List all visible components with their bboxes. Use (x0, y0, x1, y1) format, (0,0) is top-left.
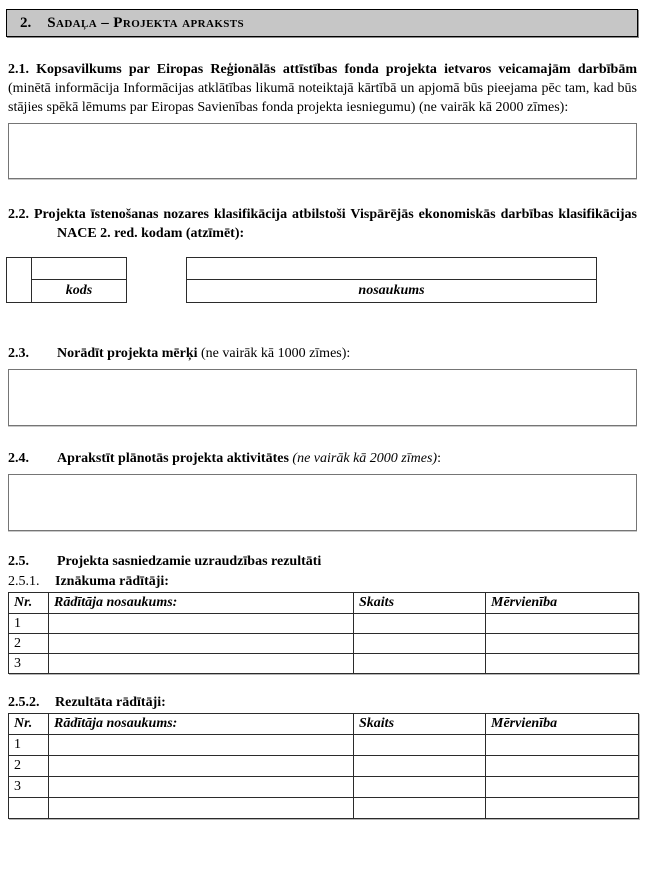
section-2-4-input[interactable] (8, 474, 637, 531)
section-2-2-number: 2.2. (8, 207, 29, 222)
header-skaits: Skaits (354, 714, 486, 735)
table-row (9, 735, 639, 756)
cell-mervieniba[interactable] (486, 756, 639, 777)
cell-mervieniba[interactable] (486, 735, 639, 756)
section-2-1-input[interactable] (8, 123, 637, 179)
table-row (9, 614, 639, 634)
header-nr: Nr. (9, 593, 49, 614)
section-2-5-2-label (8, 693, 637, 712)
cell-skaits[interactable] (354, 634, 486, 654)
section-2-3-input[interactable] (8, 369, 637, 426)
table-row (9, 634, 639, 654)
section-2-2-label-text: Projekta īstenošanas nozares klasifikācija atbilstoši Vispārējās ekonomiskās darbības klasifikācijas NACE 2. red. kodam (atzīmēt): (33, 207, 637, 241)
nace-kods-input[interactable] (32, 258, 126, 280)
cell-mervieniba[interactable] (486, 614, 639, 634)
section-2-3-number: 2.3. (8, 346, 29, 361)
cell-mervieniba[interactable] (486, 654, 639, 674)
section-title: Sadaļa – Projekta apraksts (47, 14, 245, 31)
section-2-1-label-note: (minētā informācija Informācijas atklātības likumā noteiktajā kārtībā un apjomā būs pieejama pēc tam, kad būs stājies spēkā lēmums par Eiropas Savienības fonda projekta iesniegumu) (ne vairāk kā 2000 zīmes): (8, 81, 637, 115)
nace-mark-cell[interactable] (6, 257, 32, 303)
cell-nosaukums[interactable] (49, 798, 354, 819)
result-indicators-table (8, 713, 639, 819)
nace-nosaukums-table (186, 257, 597, 303)
nace-selection-row (6, 257, 645, 303)
section-2-5-label-text: Projekta sasniedzamie uzraudzības rezultāti (57, 554, 322, 569)
section-2-1-label (8, 60, 637, 117)
header-mervieniba: Mērvienība (486, 714, 639, 735)
section-2-5-1-label-text: Iznākuma rādītāji: (55, 574, 169, 589)
cell-skaits[interactable] (354, 614, 486, 634)
section-2-3-label (8, 344, 637, 363)
nace-nosaukums-label: nosaukums (358, 283, 425, 298)
cell-nosaukums[interactable] (49, 634, 354, 654)
section-2-5-2-number: 2.5.2. (8, 695, 40, 710)
cell-mervieniba[interactable] (486, 634, 639, 654)
table-row (9, 756, 639, 777)
section-2-4-label-colon: : (437, 451, 441, 466)
row-nr: 1 (9, 614, 49, 634)
section-2-1-label-bold: 2.1. Kopsavilkums par Eiropas Reģionālās attīstības fonda projekta ietvaros veicamajām darbībām (8, 62, 637, 77)
cell-nosaukums[interactable] (49, 614, 354, 634)
row-nr: 2 (9, 634, 49, 654)
row-nr (9, 798, 49, 819)
nace-spacer (127, 257, 186, 258)
section-2-5-1-number: 2.5.1. (8, 574, 40, 589)
section-2-3-label-bold: Norādīt projekta mērķi (57, 346, 198, 361)
section-2-5-2-label-text: Rezultāta rādītāji: (55, 695, 166, 710)
section-2-4-label-bold: Aprakstīt plānotās projekta aktivitātes (57, 451, 289, 466)
section-header-bar (6, 9, 638, 37)
header-mervieniba: Mērvienība (486, 593, 639, 614)
header-nosaukums: Rādītāja nosaukums: (49, 714, 354, 735)
cell-skaits[interactable] (354, 777, 486, 798)
output-indicators-table (8, 592, 639, 674)
section-2-4-label-note: (ne vairāk kā 2000 zīmes) (288, 451, 438, 466)
cell-skaits[interactable] (354, 756, 486, 777)
section-number: 2. (20, 14, 32, 31)
section-2-5-number: 2.5. (8, 554, 29, 569)
row-nr: 3 (9, 777, 49, 798)
header-nr: Nr. (9, 714, 49, 735)
cell-mervieniba[interactable] (486, 798, 639, 819)
section-2-4-label (8, 449, 637, 468)
cell-nosaukums[interactable] (49, 756, 354, 777)
table-row (9, 777, 639, 798)
section-2-2-label (8, 205, 637, 243)
table-header-row (9, 714, 639, 735)
nace-kods-table (31, 257, 127, 303)
header-nosaukums: Rādītāja nosaukums: (49, 593, 354, 614)
header-skaits: Skaits (354, 593, 486, 614)
nace-nosaukums-input[interactable] (187, 258, 596, 280)
row-nr: 2 (9, 756, 49, 777)
section-2-5-label (8, 552, 637, 571)
cell-nosaukums[interactable] (49, 654, 354, 674)
table-row (9, 654, 639, 674)
cell-nosaukums[interactable] (49, 735, 354, 756)
section-2-3-label-note: (ne vairāk kā 1000 zīmes): (197, 346, 351, 361)
cell-nosaukums[interactable] (49, 777, 354, 798)
cell-skaits[interactable] (354, 735, 486, 756)
section-2-4-number: 2.4. (8, 451, 29, 466)
nace-kods-label: kods (65, 283, 93, 298)
section-2-5-1-label (8, 572, 637, 591)
row-nr: 1 (9, 735, 49, 756)
row-nr: 3 (9, 654, 49, 674)
cell-skaits[interactable] (354, 798, 486, 819)
table-row (9, 798, 639, 819)
cell-mervieniba[interactable] (486, 777, 639, 798)
cell-skaits[interactable] (354, 654, 486, 674)
table-header-row (9, 593, 639, 614)
